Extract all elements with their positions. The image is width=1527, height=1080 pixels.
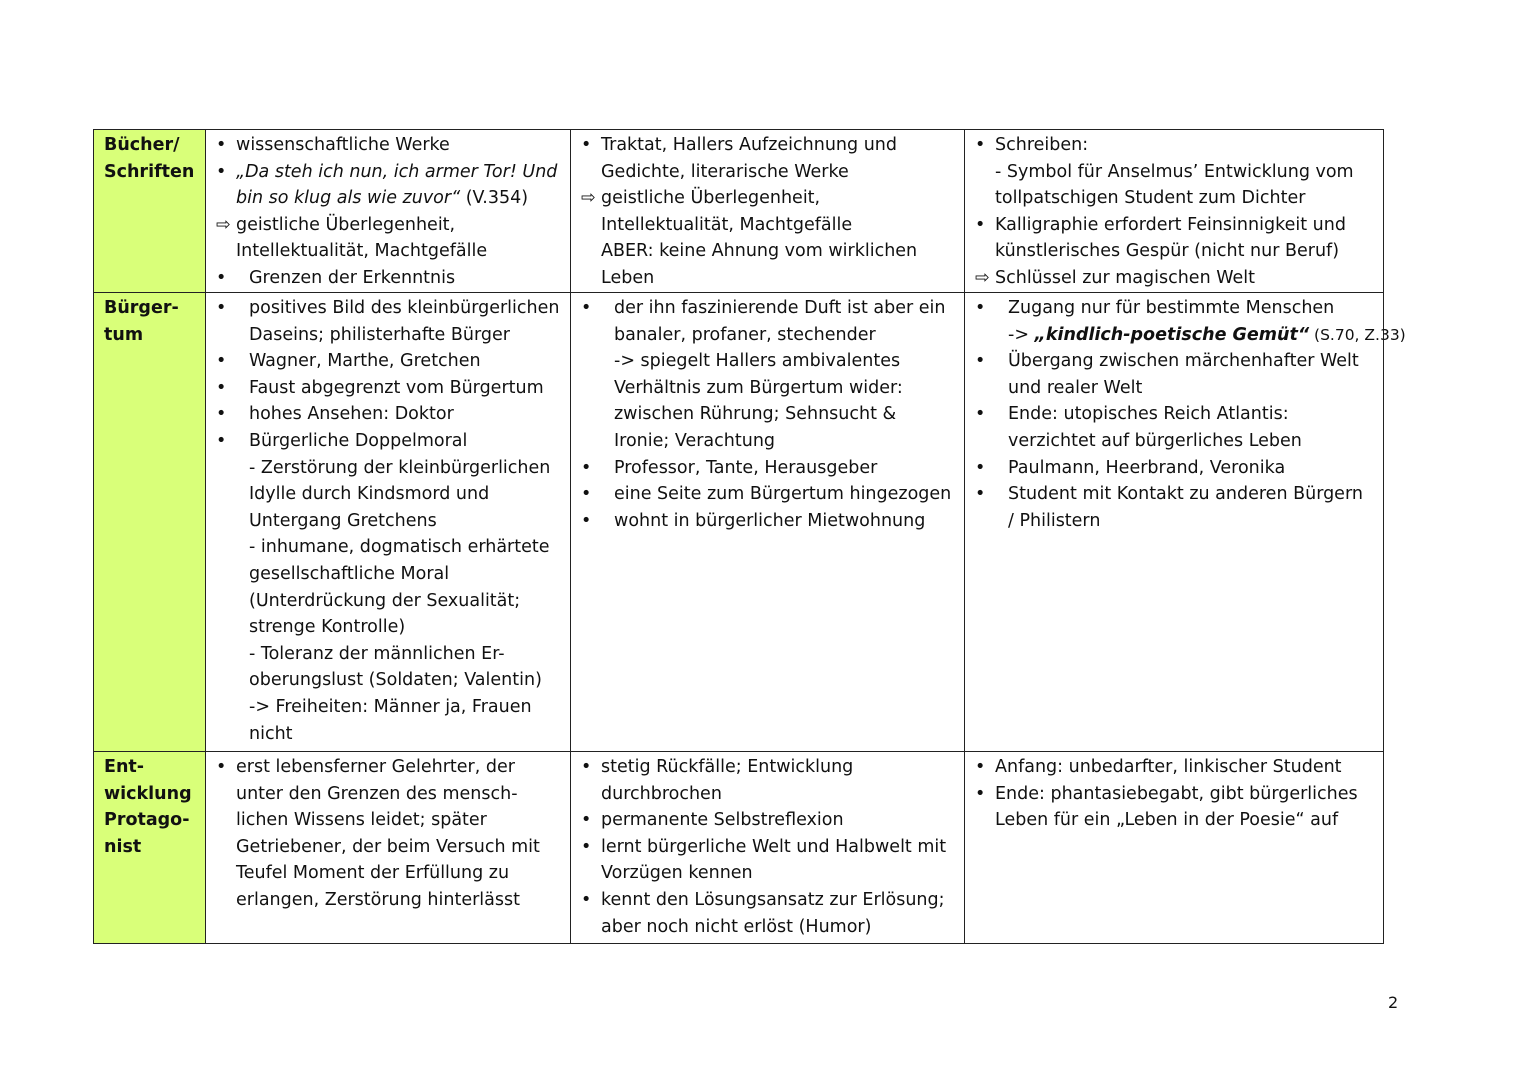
bullet-item: [216, 401, 564, 428]
bullet-item: [216, 428, 564, 455]
row-header-line: Bücher/: [104, 135, 180, 155]
table-cell: [571, 752, 965, 944]
bullet-icon: •: [216, 404, 227, 425]
table-cell: [965, 293, 1406, 752]
line-text: stetig Rückfälle; Entwicklung: [601, 757, 854, 777]
line-text: oberungslust (Soldaten; Valentin): [249, 670, 542, 691]
line-text: Idylle durch Kindsmord und: [249, 484, 490, 505]
line-text: hohes Ansehen: Doktor: [249, 404, 454, 425]
bullet-icon: •: [581, 298, 592, 318]
bullet-icon: •: [581, 757, 592, 777]
line-text: und realer Welt: [1008, 377, 1143, 398]
continuation-line: [975, 159, 1377, 186]
bullet-icon: •: [581, 810, 592, 831]
citation-text: (S.70, Z.33): [1309, 325, 1406, 344]
continuation-line: [581, 401, 958, 428]
line-text: der ihn faszinierende Duft ist aber ein: [614, 298, 946, 318]
bullet-icon: •: [581, 484, 592, 505]
bullet-icon: •: [975, 351, 986, 372]
line-text: strenge Kontrolle): [249, 617, 406, 638]
continuation-line: [216, 238, 564, 265]
line-text: wissenschaftliche Werke: [236, 135, 450, 155]
bullet-item: [581, 132, 958, 159]
continuation-line: [216, 694, 564, 721]
line-text: banaler, profaner, stechender: [614, 324, 876, 345]
line-text: kennt den Lösungsansatz zur Erlösung;: [601, 889, 945, 910]
continuation-line: [975, 428, 1377, 455]
line-text: zwischen Rührung; Sehnsucht &: [614, 404, 897, 425]
line-text: Paulmann, Heerbrand, Veronika: [1008, 457, 1286, 478]
bullet-item: [216, 348, 564, 375]
line-text: Zugang nur für bestimmte Menschen: [1008, 298, 1335, 318]
line-text: Schlüssel zur magischen Welt: [995, 267, 1255, 288]
bullet-icon: •: [216, 135, 227, 155]
bullet-item: [216, 132, 564, 159]
bullet-item: [581, 481, 958, 508]
line-text: lichen Wissens leidet; später: [236, 810, 487, 831]
line-text: - Symbol für Anselmus’ Entwicklung vom: [995, 161, 1354, 182]
line-text: bin so klug als wie zuvor“: [236, 188, 461, 209]
line-text: -> Freiheiten: Männer ja, Frauen: [249, 696, 532, 717]
bullet-item: [975, 132, 1377, 159]
row-header-line: Protago-: [104, 810, 190, 831]
line-text: Professor, Tante, Herausgeber: [614, 457, 878, 478]
table-cell: [206, 752, 571, 944]
arrow-icon: ⇨: [216, 214, 231, 235]
bullet-icon: •: [975, 783, 986, 804]
line-text: Gedichte, literarische Werke: [601, 161, 849, 182]
continuation-line: [581, 428, 958, 455]
comparison-table: [93, 129, 1406, 944]
line-text: Wagner, Marthe, Gretchen: [249, 351, 481, 372]
line-text: Leben für ein „Leben in der Poesie“ auf: [995, 810, 1339, 831]
bullet-icon: •: [216, 267, 227, 288]
line-text: Schreiben:: [995, 135, 1089, 155]
continuation-line: [216, 614, 564, 641]
continuation-line: [975, 322, 1406, 349]
bullet-item: [581, 807, 958, 834]
continuation-line: [216, 860, 564, 887]
line-text: Leben: [601, 267, 655, 288]
continuation-line: [975, 508, 1377, 535]
continuation-line: [581, 159, 958, 186]
line-text: Intellektualität, Machtgefälle: [236, 241, 488, 262]
bullet-item: [975, 212, 1377, 239]
line-text: Kalligraphie erfordert Feinsinnigkeit und: [995, 214, 1346, 235]
line-text: Student mit Kontakt zu anderen Bürgern: [1008, 484, 1363, 505]
table-row: [94, 293, 1384, 752]
bullet-icon: •: [581, 889, 592, 910]
line-text: Traktat, Hallers Aufzeichnung und: [601, 135, 897, 155]
continuation-line: [216, 807, 564, 834]
line-text: Grenzen der Erkenntnis: [249, 267, 456, 288]
line-text: Anfang: unbedarfter, linkischer Student: [995, 757, 1342, 777]
bullet-icon: •: [216, 298, 227, 318]
line-text: positives Bild des kleinbürgerlichen: [249, 298, 560, 318]
bullet-item: [975, 455, 1377, 482]
bullet-icon: •: [216, 430, 227, 451]
continuation-line: [975, 185, 1377, 212]
row-header-line: wicklung: [104, 783, 192, 804]
line-text: Faust abgegrenzt vom Bürgertum: [249, 377, 544, 398]
bullet-icon: •: [581, 836, 592, 857]
line-text: tollpatschigen Student zum Dichter: [995, 188, 1306, 209]
line-text: erst lebensferner Gelehrter, der: [236, 757, 515, 777]
continuation-line: [581, 348, 958, 375]
row-header: [94, 130, 206, 293]
continuation-line: [216, 641, 564, 668]
table-cell: [206, 293, 571, 752]
bullet-icon: •: [581, 457, 592, 478]
continuation-line: [216, 185, 564, 212]
line-text: geistliche Überlegenheit,: [236, 214, 456, 235]
arrow-item: [216, 212, 564, 239]
line-text: - inhumane, dogmatisch erhärtete: [249, 537, 550, 558]
bullet-item: [216, 295, 564, 322]
continuation-line: [581, 860, 958, 887]
table-cell: [571, 293, 965, 752]
table-row: [94, 130, 1384, 293]
bullet-item: [975, 348, 1377, 375]
continuation-line: [581, 322, 958, 349]
continuation-line: [975, 807, 1377, 834]
quote-text: „kindlich-poetische Gemüt“: [1034, 324, 1310, 345]
line-text: ->: [1008, 324, 1035, 345]
line-text: Ironie; Verachtung: [614, 430, 776, 451]
line-text: - Zerstörung der kleinbürgerlichen: [249, 457, 551, 478]
row-header-line: nist: [104, 836, 142, 857]
line-text: - Toleranz der männlichen Er-: [249, 643, 505, 664]
bullet-item: [975, 481, 1377, 508]
line-text: „Da steh ich nun, ich armer Tor! Und: [236, 161, 558, 182]
line-text: nicht: [249, 723, 293, 744]
row-header-line: Bürger-: [104, 298, 179, 318]
arrow-item: [975, 265, 1377, 292]
continuation-line: [581, 914, 958, 941]
line-text: / Philistern: [1008, 510, 1101, 531]
continuation-line: [216, 455, 564, 482]
line-text: unter den Grenzen des mensch-: [236, 783, 518, 804]
line-text: künstlerisches Gespür (nicht nur Beruf): [995, 241, 1340, 262]
continuation-line: [975, 375, 1377, 402]
line-text: Verhältnis zum Bürgertum wider:: [614, 377, 903, 398]
line-text: verzichtet auf bürgerliches Leben: [1008, 430, 1302, 451]
line-text: geistliche Überlegenheit,: [601, 188, 821, 209]
continuation-line: [216, 322, 564, 349]
line-text: ABER: keine Ahnung vom wirklichen: [601, 241, 918, 262]
bullet-icon: •: [975, 404, 986, 425]
continuation-line: [216, 781, 564, 808]
line-text: erlangen, Zerstörung hinterlässt: [236, 889, 520, 910]
line-text: Daseins; philisterhafte Bürger: [249, 324, 510, 345]
bullet-icon: •: [216, 161, 227, 182]
bullet-item: [581, 295, 958, 322]
line-text: lernt bürgerliche Welt und Halbwelt mit: [601, 836, 947, 857]
continuation-line: [216, 667, 564, 694]
bullet-icon: •: [581, 135, 592, 155]
arrow-item: [581, 185, 958, 212]
page-number: 2: [1388, 993, 1399, 1012]
line-text: -> spiegelt Hallers ambivalentes: [614, 351, 901, 372]
table-cell: [965, 752, 1384, 944]
continuation-line: [581, 265, 958, 292]
continuation-line: [581, 781, 958, 808]
bullet-icon: •: [216, 351, 227, 372]
bullet-icon: •: [975, 135, 986, 155]
line-tail: (V.354): [460, 188, 529, 209]
row-header-line: Ent-: [104, 757, 145, 777]
line-text: durchbrochen: [601, 783, 722, 804]
line-text: Untergang Gretchens: [249, 510, 437, 531]
line-text: Bürgerliche Doppelmoral: [249, 430, 468, 451]
line-text: gesellschaftliche Moral: [249, 563, 450, 584]
line-text: eine Seite zum Bürgertum hingezogen: [614, 484, 952, 505]
bullet-item: [581, 754, 958, 781]
arrow-icon: ⇨: [975, 267, 990, 288]
arrow-icon: ⇨: [581, 188, 596, 209]
continuation-line: [975, 238, 1377, 265]
line-text: Ende: phantasiebegabt, gibt bürgerliches: [995, 783, 1358, 804]
row-header: [94, 293, 206, 752]
bullet-item: [216, 754, 564, 781]
continuation-line: [216, 834, 564, 861]
line-text: Vorzügen kennen: [601, 863, 753, 884]
bullet-item: [975, 754, 1377, 781]
row-header-line: tum: [104, 324, 144, 345]
line-text: (Unterdrückung der Sexualität;: [249, 590, 521, 611]
bullet-icon: •: [975, 457, 986, 478]
continuation-line: [581, 375, 958, 402]
table-row: [94, 752, 1384, 944]
bullet-item: [975, 781, 1377, 808]
bullet-item: [216, 375, 564, 402]
continuation-line: [216, 721, 564, 748]
bullet-icon: •: [581, 510, 592, 531]
line-text: Intellektualität, Machtgefälle: [601, 214, 853, 235]
bullet-item: [581, 455, 958, 482]
bullet-icon: •: [975, 484, 986, 505]
continuation-line: [216, 588, 564, 615]
row-header-line: Schriften: [104, 161, 195, 182]
continuation-line: [581, 212, 958, 239]
bullet-item: [975, 401, 1377, 428]
table-cell: [965, 130, 1384, 293]
line-text: aber noch nicht erlöst (Humor): [601, 916, 872, 937]
bullet-item: [581, 508, 958, 535]
line-text: Übergang zwischen märchenhafter Welt: [1008, 351, 1359, 372]
continuation-line: [216, 887, 564, 914]
bullet-icon: •: [975, 298, 986, 318]
continuation-line: [216, 508, 564, 535]
line-text: Teufel Moment der Erfüllung zu: [236, 863, 510, 884]
bullet-item: [581, 834, 958, 861]
bullet-icon: •: [975, 214, 986, 235]
bullet-icon: •: [216, 757, 227, 777]
line-text: permanente Selbstreflexion: [601, 810, 844, 831]
row-header: [94, 752, 206, 944]
bullet-icon: •: [216, 377, 227, 398]
line-text: Getriebener, der beim Versuch mit: [236, 836, 540, 857]
bullet-icon: •: [975, 757, 986, 777]
continuation-line: [216, 481, 564, 508]
bullet-item: [975, 295, 1377, 322]
bullet-item: [216, 265, 564, 292]
table-cell: [206, 130, 571, 293]
bullet-item: [581, 887, 958, 914]
table-cell: [571, 130, 965, 293]
continuation-line: [216, 534, 564, 561]
continuation-line: [216, 561, 564, 588]
bullet-item: [216, 159, 564, 186]
line-text: Ende: utopisches Reich Atlantis:: [1008, 404, 1289, 425]
continuation-line: [581, 238, 958, 265]
line-text: wohnt in bürgerlicher Mietwohnung: [614, 510, 926, 531]
